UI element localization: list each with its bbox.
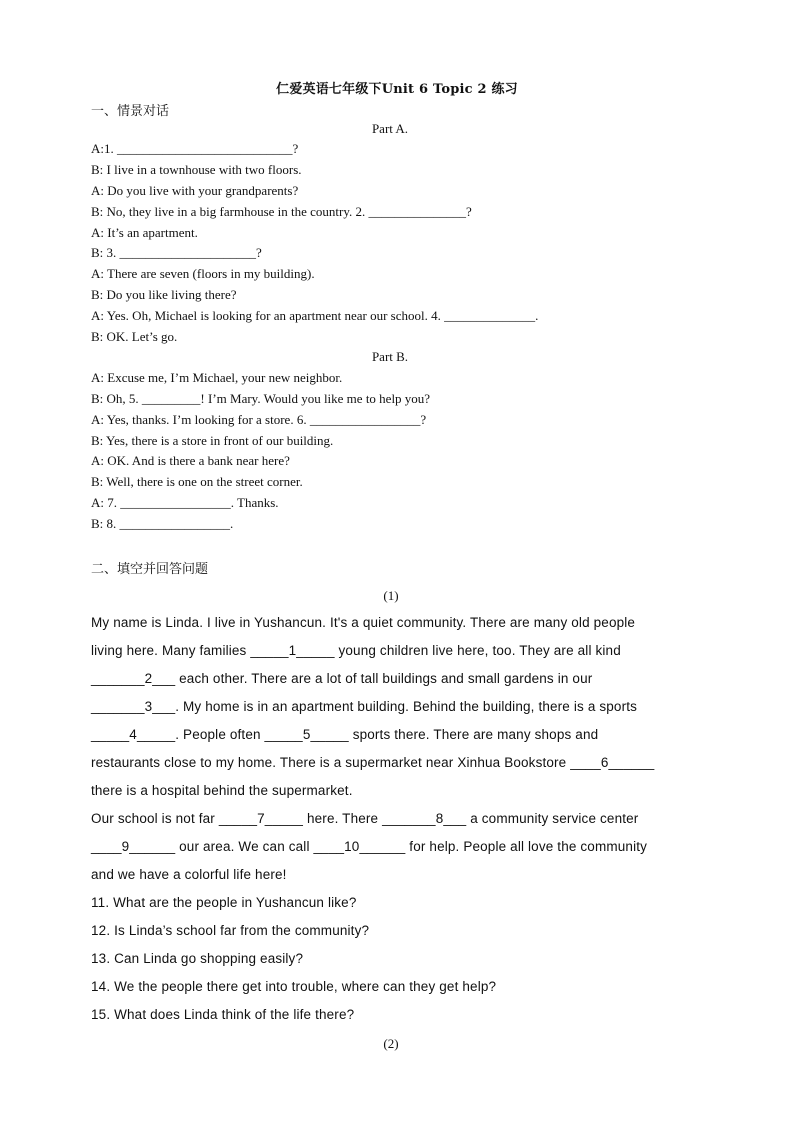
dialogue-line: A: Yes, thanks. I’m looking for a store. 6. _________________? (91, 412, 427, 427)
dialogue-line: A: OK. And is there a bank near here? (91, 453, 290, 468)
passage-line: _____4_____. People often _____5_____ sports there. There are many shops and (91, 727, 599, 742)
passage-line: restaurants close to my home. There is a supermarket near Xinhua Bookstore ____6______ (91, 755, 655, 770)
question-13: 13. Can Linda go shopping easily? (91, 951, 304, 966)
dialogue-line: A: Excuse me, I’m Michael, your new neighbor. (91, 370, 343, 385)
page-title: 仁爱英语七年级下Unit 6 Topic 2 练习 (276, 82, 518, 97)
passage-number: (2) (383, 1036, 399, 1051)
dialogue-line: B: No, they live in a big farmhouse in the country. 2. _______________? (91, 204, 472, 219)
question-11: 11. What are the people in Yushancun like? (91, 895, 357, 910)
part-a-label: Part A. (371, 121, 409, 136)
dialogue-line: A: There are seven (floors in my building). (91, 266, 315, 281)
question-12: 12. Is Linda’s school far from the community? (91, 923, 370, 938)
part-b-label: Part B. (371, 349, 409, 364)
passage-line: _______3___. My home is in an apartment building. Behind the building, there is a sports (91, 699, 638, 714)
dialogue-line: B: 3. _____________________? (91, 245, 262, 260)
passage-line: there is a hospital behind the supermarket. (91, 783, 353, 798)
dialogue-line: B: Do you like living there? (91, 287, 237, 302)
dialogue-line: A: It’s an apartment. (91, 225, 198, 240)
dialogue-line: B: OK. Let’s go. (91, 329, 178, 344)
dialogue-line: A:1. ___________________________? (91, 141, 299, 156)
passage-line: Our school is not far _____7_____ here. There _______8___ a community service center (91, 811, 639, 826)
section-heading-fill-in: 二、填空并回答问题 (91, 562, 209, 577)
dialogue-line: A: 7. _________________. Thanks. (91, 495, 279, 510)
dialogue-line: B: Well, there is one on the street corner. (91, 474, 303, 489)
passage-line: _______2___ each other. There are a lot of tall buildings and small gardens in our (91, 671, 593, 686)
dialogue-line: B: Yes, there is a store in front of our building. (91, 433, 334, 448)
passage-line: My name is Linda. I live in Yushancun. It's a quiet community. There are many old people (91, 615, 636, 630)
section-heading-dialogue: 一、情景对话 (91, 104, 170, 119)
question-15: 15. What does Linda think of the life there? (91, 1007, 355, 1022)
dialogue-line: B: I live in a townhouse with two floors. (91, 162, 302, 177)
passage-line: and we have a colorful life here! (91, 867, 287, 882)
dialogue-line: B: Oh, 5. _________! I’m Mary. Would you like me to help you? (91, 391, 431, 406)
passage-number: (1) (383, 588, 399, 603)
dialogue-line: A: Do you live with your grandparents? (91, 183, 299, 198)
dialogue-line: B: 8. _________________. (91, 516, 234, 531)
dialogue-line: A: Yes. Oh, Michael is looking for an apartment near our school. 4. ______________. (91, 308, 539, 323)
passage-line: living here. Many families _____1_____ young children live here, too. They are all kind (91, 643, 621, 658)
passage-line: ____9______ our area. We can call ____10______ for help. People all love the community (91, 839, 648, 854)
question-14: 14. We the people there get into trouble, where can they get help? (91, 979, 497, 994)
